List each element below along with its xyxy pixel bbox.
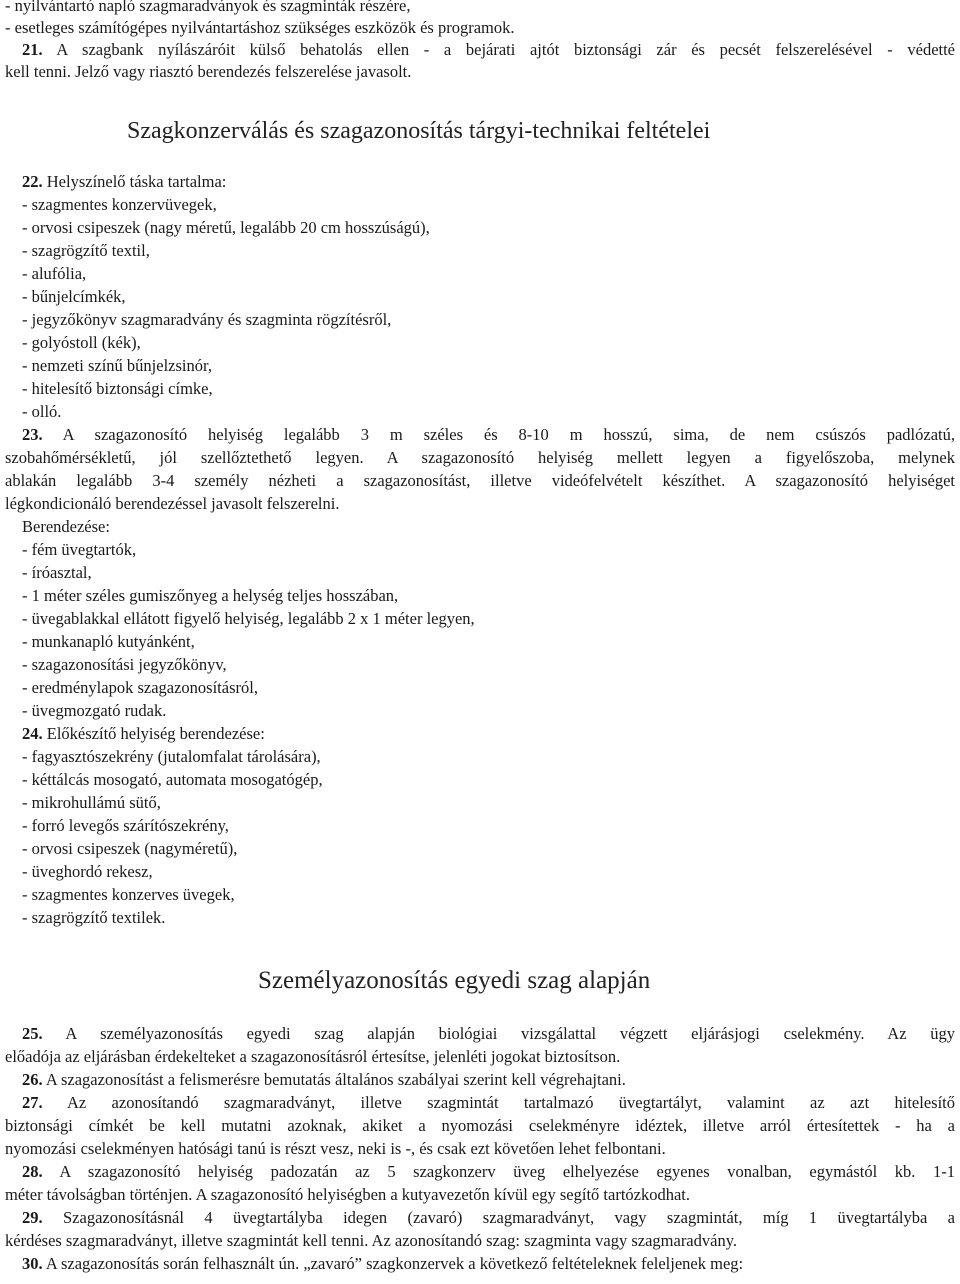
paragraph-number: 27. [22,1093,43,1112]
paragraph-21-line: 21. A szagbank nyílászáróit külső behatolás ellen - a bejárati ajtót biztonsági zár és pecsét felszerelésével - védetté [22,40,956,59]
paragraph-23-line: légkondicionáló berendezéssel javasolt felszerelni. [5,494,340,513]
paragraph-29-line: kérdéses szagmaradványt, illetve szagmintát kell tenni. Az azonosítandó szag: szagminta vagy szagmaradvány. [5,1231,738,1250]
list-item: - íróasztal, [22,563,92,582]
list-item: - alufólia, [22,264,87,283]
equipment-label: Berendezése: [22,517,110,536]
list-item: - orvosi csipeszek (nagyméretű), [22,839,238,858]
paragraph-number: 23. [22,425,43,444]
list-item: - üveghordó rekesz, [22,862,153,881]
list-item: - szagazonosítási jegyzőkönyv, [22,655,227,674]
section-heading: Szagkonzerválás és szagazonosítás tárgyi-technikai feltételei [127,118,711,144]
list-item: - 1 méter széles gumiszőnyeg a helység teljes hosszában, [22,586,399,605]
paragraph-28-line: 28. A szagazonosító helyiség padozatán az 5 szagkonzerv üveg elhelyezése egyenes vonalban, egymástól kb. 1-1 [22,1162,956,1181]
paragraph-number: 26. [22,1070,43,1089]
list-item: - üvegmozgató rudak. [22,701,167,720]
list-item: - golyóstoll (kék), [22,333,141,352]
list-item: - szagmentes konzerves üvegek, [22,885,235,904]
paragraph-23-line: ablakán legalább 3-4 személy nézheti a szagazonosítást, illetve videófelvételt készíthet. A szagazonosító helyiséget [5,471,955,490]
list-item: - forró levegős szárítószekrény, [22,816,229,835]
paragraph-24-intro: 24. Előkészítő helyiség berendezése: [22,724,265,743]
list-item: - fagyasztószekrény (jutalomfalat tárolására), [22,747,321,766]
list-item: - eredménylapok szagazonosításról, [22,678,258,697]
list-item: - szagrögzítő textil, [22,241,150,260]
paragraph-29-line: 29. Szagazonosításnál 4 üvegtartályba idegen (zavaró) szagmaradványt, vagy szagmintát, míg 1 üvegtartályba a [22,1208,956,1227]
list-item: - hitelesítő biztonsági címke, [22,379,213,398]
list-item: - szagrögzítő textilek. [22,908,166,927]
paragraph-number: 25. [22,1024,43,1043]
paragraph-23-line: szobahőmérsékletű, jól szellőztethető legyen. A szagazonosító helyiség mellett legyen a figyelőszoba, melynek [5,448,955,467]
list-item: - olló. [22,402,62,421]
list-item: - bűnjelcímkék, [22,287,126,306]
paragraph-number: 24. [22,724,43,743]
list-item: - üvegablakkal ellátott figyelő helyiség, legalább 2 x 1 méter legyen, [22,609,475,628]
paragraph-number: 30. [22,1254,43,1273]
paragraph-number: 22. [22,172,43,191]
list-item: - orvosi csipeszek (nagy méretű, legalább 20 cm hosszúságú), [22,218,430,237]
paragraph-21-line: kell tenni. Jelző vagy riasztó berendezés felszerelése javasolt. [5,62,412,81]
list-item: - mikrohullámú sütő, [22,793,161,812]
list-item: - szagmentes konzervüvegek, [22,195,217,214]
list-item: - munkanapló kutyánként, [22,632,195,651]
list-item: - fém üvegtartók, [22,540,137,559]
paragraph-27-line: 27. Az azonosítandó szagmaradványt, illetve szagmintát tartalmazó üvegtartályt, valamint az azt hitelesítő [22,1093,955,1112]
paragraph-26-line: 26. A szagazonosítást a felismerésre bemutatás általános szabályai szerint kell végrehajtani. [22,1070,626,1089]
paragraph-number: 29. [22,1208,43,1227]
list-item: - jegyzőkönyv szagmaradvány és szagminta rögzítésről, [22,310,392,329]
list-item: - esetleges számítógépes nyilvántartáshoz szükséges eszközök és programok. [5,18,515,37]
paragraph-27-line: nyomozási cselekményen hatósági tanú is részt vesz, neki is -, és csak ezt követően lehet felbontani. [5,1139,666,1158]
paragraph-27-line: biztonsági címkét be kell mutatni azoknak, akiket a nyomozási cselekményre idéztek, illetve arról értesítettek - ha a [5,1116,955,1135]
paragraph-25-line: előadója az eljárásban érdekelteket a szagazonosításról értesítse, jelenléti jogokat biztosítson. [5,1047,621,1066]
list-item: - nemzeti színű bűnjelzsinór, [22,356,212,375]
paragraph-number: 21. [22,40,43,59]
paragraph-number: 28. [22,1162,43,1181]
paragraph-23-line: 23. A szagazonosító helyiség legalább 3 m széles és 8-10 m hosszú, sima, de nem csúszós padlózatú, [22,425,955,444]
paragraph-28-line: méter távolságban történjen. A szagazonosító helyiségben a kutyavezetőn kívül egy segítő tartózkodhat. [5,1185,691,1204]
list-item: - nyilvántartó napló szagmaradványok és szagminták részére, [5,0,411,15]
paragraph-30-line: 30. A szagazonosítás során felhasznált ún. „zavaró” szagkonzervek a következő feltételeknek feleljenek meg: [22,1254,744,1273]
paragraph-22-intro: 22. Helyszínelő táska tartalma: [22,172,227,191]
paragraph-25-line: 25. A személyazonosítás egyedi szag alapján biológiai vizsgálattal végzett eljárásjogi cselekmény. Az ügy [22,1024,955,1043]
section-heading: Személyazonosítás egyedi szag alapján [258,967,651,994]
list-item: - kéttálcás mosogató, automata mosogatógép, [22,770,323,789]
